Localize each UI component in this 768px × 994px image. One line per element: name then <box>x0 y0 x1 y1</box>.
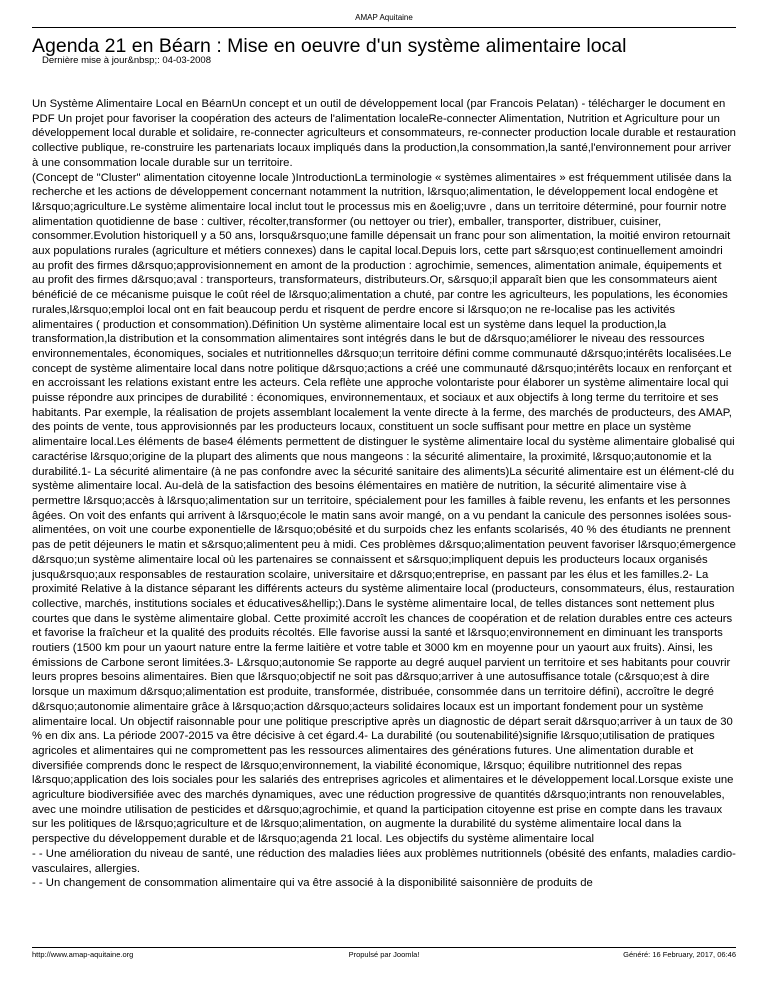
footer-powered-by: Propulsé par Joomla! <box>348 950 420 959</box>
article-title: Agenda 21 en Béarn : Mise en oeuvre d'un système alimentaire local <box>32 35 627 57</box>
header-divider <box>32 27 736 28</box>
footer-url: http://www.amap-aquitaine.org <box>32 950 134 959</box>
article-body <box>32 97 736 945</box>
last-updated: Dernière mise à jour&nbsp;: 04-03-2008 <box>42 55 211 66</box>
footer-generated-date: Généré: 16 February, 2017, 06:46 <box>623 950 736 959</box>
article-paragraph: Un Système Alimentaire Local en BéarnUn concept et un outil de développement local (par Francois Pelatan) - télécharger le document en PDF Un projet pour favoriser la coopération des acteurs de l'alimentation localeRe-connecter Alimentation, Nutrition et Agriculture pour un développement local durable et solidaire, re-connecter agriculteurs et consommateurs, re-connecter production locale durable et restauration collective publique, re-construire les partenariats locaux impliqués dans la production,la consommation,la santé,l'environnement pour arriver à une consommation locale durable sur un territoire. <box>32 98 736 169</box>
footer-divider <box>32 947 736 948</box>
article-paragraph: (Concept de "Cluster" alimentation citoyenne locale )IntroductionLa terminologie « systèmes alimentaires » est fréquemment utilisée dans la recherche et les actions de développement concernant notamment la nutrition, l&rsquo;alimentation, le développement local endogène et l&rsquo;agriculture.Le système alimentaire local inclut tout le processus mis en &oelig;uvre , dans un territoire déterminé, pour fournir notre alimentation quotidienne de base : cultiver, récolter,transformer (ou nettoyer ou trier), emballer, transporter, distribuer, cuisiner, consommer.Evolution historiqueIl y a 50 ans, lorsqu&rsquo;une famille dépensait un franc pour son alimentation, la moitié environ retournait aux populations rurales (agriculture et métiers connexes) dans le capital local.Depuis lors, cette part s&rsquo;est continuellement amoindri au profit des firmes d&rsquo;approvisionnement en amont de la production : agrochimie, semences, alimentation animale, équipements et au profit des firmes d&rsquo;aval : transporteurs, transformateurs, distributeurs.Or, s&rsquo;il apparaît bien que les consommateurs aient bénéficié de ce mécanisme puisque le coût réel de l&rsquo;alimentation a chuté, par contre les agriculteurs, les populations, les économies rurales,l&rsquo;emploi local ont en fait beaucoup perdu et risquent de perdre encore si l&rsquo;on ne re-localise pas les activités alimentaires ( production et consommation).Définition Un système alimentaire local est un système dans lequel la production,la transformation,la distribution et la consommation alimentaires sont intégrés dans le but de d&rsquo;améliorer le niveau des ressources environnementales, économiques, sociales et nutritionnelles d&rsquo;un territoire défini comme communauté d&rsquo;intérêts localisées.Le concept de système alimentaire local dans notre politique d&rsquo;actions a créé une communauté d&rsquo;intérêts locaux en renforçant et en accroissant les relations existant entre les acteurs. Cela reflète une approche volontariste pour élaborer un système alimentaire local qui puisse répondre aux principes de durabilité : économiques, environnementaux, et sociaux et aux objectifs à long terme du territoire et ses habitants. Par exemple, la réalisation de projets assemblant localement la vente directe à la ferme, des marchés de producteurs, des AMAP, des points de vente, tous approvisionnés par les producteurs locaux, constituent un socle suffisant pour mettre en place un système alimentaire local.Les éléments de base4 éléments permettent de distinguer le système alimentaire local du système alimentaire globalisé qui caractérise l&rsquo;origine de la plupart des aliments que nous mangeons : la sécurité alimentaire, la proximité, l&rsquo;autonomie et la durabilité.1- La sécurité alimentaire (à ne pas confondre avec la sécurité sanitaire des aliments)La sécurité alimentaire est un élément-clé du système alimentaire local. Au-delà de la satisfaction des besoins élémentaires en matière de nutrition, la sécurité alimentaire vise à permettre l&rsquo;accès à l&rsquo;alimentation sur un territoire, spécialement pour les familles à faible revenu, les enfants et les personnes âgées. On voit des enfants qui arrivent à l&rsquo;école le matin sans avoir mangé, on a vu pendant la canicule des personnes isolées sous-alimentées, on voit une courbe exponentielle de l&rsquo;obésité et du surpoids chez les enfants scolarisés, 40 % des étudiants ne prennent pas de petit déjeuners le matin et s&rsquo;alimentent peu à midi. Ces problèmes d&rsquo;alimentation peuvent favoriser l&rsquo;émergence d&rsquo;un système alimentaire local où les partenaires se connaissent et s&rsquo;impliquent depuis les producteurs locaux organisés jusqu&rsquo;aux responsables de restauration scolaire, universitaire et d&rsquo;entreprise, en passant par les élus et les familles.2- La proximité Relative à la distance séparant les différents acteurs du système alimentaire local (producteurs, consommateurs, élus, restauration collective, marchés, institutions sociales et éducatives&hellip;).Dans le système alimentaire local, de telles distances sont nettement plus courtes que dans le système alimentaire global. Cette proximité accroît les chances de coopération et de relation durables entre ces acteurs et favorise la fraîcheur et la qualité des produits récoltés. Elle favorise aussi la santé et l&rsquo;environnement en diminuant les transports routiers (1500 km pour un yaourt nature entre la ferme laitière et votre table et 3000 km en moyenne pour un yaourt aux fruits). Ainsi, les émissions de Carbone seront limitées.3- L&rsquo;autonomie Se rapporte au degré auquel parvient un territoire et ses habitants pour couvrir leurs propres besoins alimentaires. Bien que l&rsquo;objectif ne soit pas d&rsquo;arriver à une autosuffisance totale (c&rsquo;est à dire lorsque un maximum d&rsquo;alimentation est produite, transformée, distribuée, consommée dans un territoire défini), accroître le degré d&rsquo;autonomie alimentaire grâce à l&rsquo;action d&rsquo;acteurs solidaires locaux est un important fondement pour un système alimentaire local. Un objectif raisonnable pour une politique prescriptive après un diagnostic de départ serait d&rsquo;arriver à un taux de 30 % en dix ans. La période 2007-2015 va être décisive à cet égard.4- La durabilité (ou soutenabilité)signifie l&rsquo;utilisation de pratiques agricoles et alimentaires qui ne compromettent pas les ressources alimentaires des générations futures. Une alimentation durable et diversifiée comprends donc le respect de l&rsquo;environnement, la viabilité économique, l&rsquo; équilibre nutritionnel des repas l&rsquo;application des lois sociales pour les salariés des entreprises agricoles et alimentaires et le développement local.Lorsque existe une agriculture biodiversifiée avec des marchés dynamiques, avec une réduction progressive de quantités d&rsquo;intrants non renouvelables, avec une moindre utilisation de pesticides et d&rsquo;agrochimie, et quand la participation citoyenne est prise en compte dans les travaux sur les politiques de l&rsquo;agriculture et de l&rsquo;alimentation, on augmente la durabilité du système alimentaire local dans la perspective du développement durable et de l&rsquo;agenda 21 local. Les objectifs du système alimentaire local <box>32 171 736 846</box>
site-header: AMAP Aquitaine <box>355 13 413 22</box>
page-footer <box>32 950 736 960</box>
objective-item: - - Une amélioration du niveau de santé, une réduction des maladies liées aux problèmes nutritionnels (obésité des enfants, maladies cardio-vasculaires, allergies. <box>32 847 736 875</box>
objective-item: - - Un changement de consommation alimentaire qui va être associé à la disponibilité saisonnière de produits de <box>32 877 593 890</box>
